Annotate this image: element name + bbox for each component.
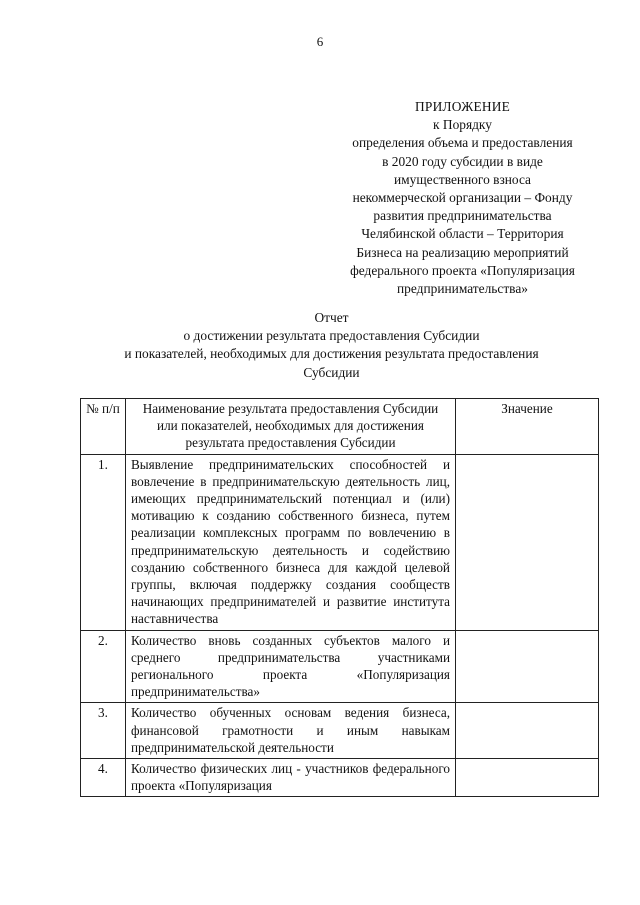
report-title-block: [64, 309, 599, 382]
row-name: Количество вновь созданных субъектов малого и среднего предпринимательства участниками регионального проекта «Популяризация предпринимательства»: [126, 630, 456, 703]
row-value: [456, 630, 599, 703]
table-row: [81, 454, 599, 630]
row-value: [456, 759, 599, 797]
row-number: 1.: [81, 454, 126, 630]
table-header-row: [81, 399, 599, 455]
row-value: [456, 703, 599, 759]
row-number: 3.: [81, 703, 126, 759]
header-value: Значение: [456, 399, 599, 455]
report-subtitle-line: Субсидии: [303, 364, 360, 380]
report-subtitle-line: и показателей, необходимых для достижения результата предоставления: [124, 346, 539, 362]
table-row: [81, 703, 599, 759]
appendix-line: Челябинской области – Территория: [361, 226, 564, 242]
appendix-line: предпринимательства»: [397, 281, 528, 297]
appendix-line: в 2020 году субсидии в виде: [382, 153, 543, 169]
row-number: 2.: [81, 630, 126, 703]
header-number: № п/п: [81, 399, 126, 455]
row-name: Количество физических лиц - участников федерального проекта «Популяризация: [126, 759, 456, 797]
appendix-line: некоммерческой организации – Фонду: [352, 190, 573, 206]
appendix-line: определения объема и предоставления: [352, 135, 573, 151]
appendix-heading: ПРИЛОЖЕНИЕ: [415, 99, 510, 114]
appendix-line: Бизнеса на реализацию мероприятий: [356, 244, 569, 260]
row-value: [456, 454, 599, 630]
table-row: [81, 759, 599, 797]
appendix-line: к Порядку: [433, 117, 492, 133]
appendix-line: имущественного взноса: [394, 171, 531, 187]
page-number: 6: [316, 34, 324, 49]
row-number: 4.: [81, 759, 126, 797]
appendix-line: развития предпринимательства: [373, 208, 552, 224]
indicators-table: [80, 398, 599, 797]
report-title: Отчет: [314, 310, 349, 325]
report-subtitle-line: о достижении результата предоставления Субсидии: [183, 328, 480, 344]
header-name: Наименование результата предоставления Субсидии или показателей, необходимых для достижения результата предоставления Субсидии: [126, 399, 456, 455]
row-name: Количество обученных основам ведения бизнеса, финансовой грамотности и иным навыкам предпринимательской деятельности: [126, 703, 456, 759]
appendix-block: [330, 98, 595, 298]
row-name: Выявление предпринимательских способностей и вовлечение в предпринимательскую деятельность лиц, имеющих предпринимательский потенциал и (или) мотивацию к созданию собственного бизнеса, путем реализации комплексных программ по вовлечению в предпринимательскую деятельность и содействию созданию собственного бизнеса для каждой целевой группы, включая поддержку создания сообществ начинающих предпринимателей и развитие института наставничества: [126, 454, 456, 630]
table-row: [81, 630, 599, 703]
appendix-line: федерального проекта «Популяризация: [350, 262, 575, 278]
